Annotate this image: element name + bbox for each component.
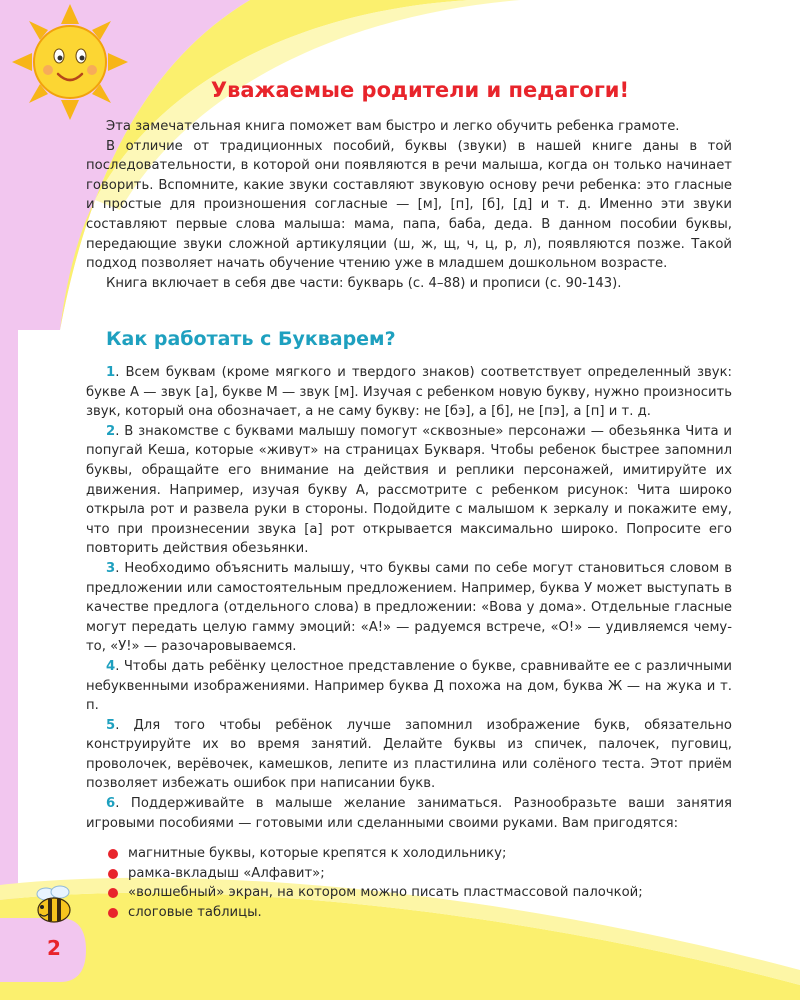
bullet-dot-icon <box>108 888 118 898</box>
instruction-item <box>86 363 732 422</box>
bullet-dot-icon <box>108 908 118 918</box>
item-number: 6 <box>106 796 116 812</box>
instruction-item <box>86 716 732 794</box>
item-number: 3 <box>106 560 116 576</box>
item-number: 4 <box>106 658 116 674</box>
item-text: . Поддерживайте в малыше желание заниматься. Разнообразьте ваши занятия игровыми пособиями — готовыми или сделанными своими руками. Вам пригодятся: <box>86 796 732 831</box>
list-item-text: магнитные буквы, которые крепятся к холодильнику; <box>128 846 507 861</box>
page-title: Уважаемые родители и педагоги! <box>210 78 630 102</box>
item-text: . Необходимо объяснить малышу, что буквы сами по себе могут становиться словом в предложении или самостоятельным предложением. Например, буква У может выступать в качестве предлога (отдельного слова) в предложении: «Вова у дома». Отдельные гласные могут передать целую гамму эмоций: «А!» — радуемся встрече, «О!» — удивляемся чему-то, «У!» — разочаровываемся. <box>86 560 732 655</box>
bullet-dot-icon <box>108 869 118 879</box>
item-number: 2 <box>106 423 116 439</box>
bullet-dot-icon <box>108 849 118 859</box>
instruction-item <box>86 657 732 716</box>
list-item <box>108 903 728 923</box>
instruction-item <box>86 422 732 559</box>
item-number: 1 <box>106 365 116 380</box>
section-subtitle: Как работать с Букварем? <box>106 328 396 350</box>
materials-list <box>108 844 728 922</box>
intro-paragraph: Книга включает в себя две части: букварь (с. 4–88) и прописи (с. 90-143). <box>106 275 622 291</box>
list-item <box>108 864 728 884</box>
list-item <box>108 883 728 903</box>
list-item-text: «волшебный» экран, на котором можно писать пластмассовой палочкой; <box>128 885 643 901</box>
intro-section <box>86 117 732 293</box>
list-item <box>108 844 728 864</box>
item-text: . Для того чтобы ребёнок лучше запомнил изображение букв, обязательно конструируйте их во время занятий. Делайте буквы из спичек, палочек, пуговиц, проволочек, верёвочек, камешков, лепите из пластилина или солёного теста. Этот приём позволяет избежать ошибок при написании букв. <box>86 717 732 792</box>
intro-paragraph: Эта замечательная книга поможет вам быстро и легко обучить ребенка грамоте. <box>106 119 680 134</box>
instruction-item <box>86 794 732 833</box>
item-text: . Всем буквам (кроме мягкого и твердого знаков) соответствует определенный звук: букве А — звук [а], букве М — звук [м]. Изучая с ребенком новую букву, нужно произносить звук, который она обозначает, а не саму букву: не [бэ], а [б], не [пэ], а [п] и т. д. <box>86 365 732 420</box>
item-text: . Чтобы дать ребёнку целостное представление о букве, сравнивайте ее с различными небуквенными изображениями. Например буква Д похожа на дом, буква Ж — на жука и т. п. <box>86 658 732 714</box>
instruction-item <box>86 559 732 657</box>
instructions-list <box>86 363 732 833</box>
intro-paragraph: В отличие от традиционных пособий, буквы (звуки) в нашей книге даны в той последовательности, в которой они появляются в речи малыша, когда он только начинает говорить. Вспомните, какие звуки составляют звуковую основу речи ребенка: это гласные и простые для произношения согласные — [м], [п], [б], [д] и т. д. Именно эти звуки составляют первые слова малыша: мама, папа, баба, деда. В данном пособии буквы, передающие звуки сложной артикуляции (ш, ж, щ, ч, ц, р, л), появляются позже. Такой подход позволяет начать обучение чтению уже в младшем дошкольном возрасте. <box>86 138 732 272</box>
list-item-text: рамка-вкладыш «Алфавит»; <box>128 865 325 881</box>
item-text: . В знакомстве с буквами малышу помогут «сквозные» персонажи — обезьянка Чита и попугай Кеша, которые «живут» на страницах Букваря. Чтобы ребенок быстрее запомнил буквы, обращайте его внимание на действия и реплики персонажей, имитируйте их движения. Например, изучая букву А, рассмотрите с ребенком рисунок: Чита широко открыла рот и развела руки в стороны. Подойдите с малышом к зеркалу и покажите ему, что при произнесении звука [а] рот открывается максимально широко. Попросите его повторить действия обезьянки. <box>86 423 732 557</box>
list-item-text: слоговые таблицы. <box>128 904 262 920</box>
item-number: 5 <box>106 717 116 733</box>
page-number: 2 <box>47 936 61 960</box>
